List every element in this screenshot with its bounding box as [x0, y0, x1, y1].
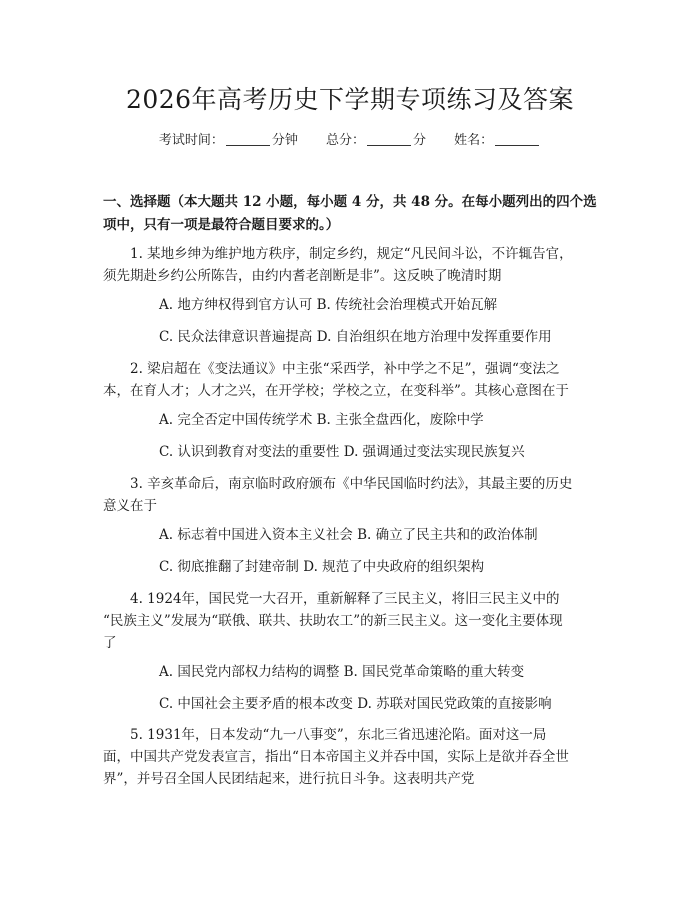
exam-time-blank [226, 145, 270, 146]
question-3-option-row: A. 标志着中国进入资本主义社会 B. 确立了民主共和的政治体制 [159, 527, 538, 543]
question-text-line: 本，在育人才；人才之兴，在开学校；学校之立，在变科举”。其核心意图在于 [103, 383, 569, 399]
exam-time-label: 考试时间： [158, 133, 224, 148]
question-text-line: 了 [103, 635, 117, 651]
question-1-stem [103, 243, 597, 287]
student-name-field [454, 132, 541, 150]
question-3-option-row: C. 彻底推翻了封建帝制 D. 规范了中央政府的组织架构 [159, 559, 485, 575]
exam-time-unit: 分钟 [271, 133, 298, 148]
question-text-line: “民族主义”发展为“联俄、联共、扶助农工”的新三民主义。这一变化主要体现 [103, 613, 563, 629]
question-text-line: 面，中国共产党发表宣言，指出“日本帝国主义并吞中国，实际上是欲并吞全世 [103, 749, 569, 765]
total-score-label: 总分： [325, 133, 365, 148]
question-text-line: 须先期赴乡约公所陈告，由约内耆老剖断是非”。这反映了晚清时期 [103, 268, 502, 284]
section-heading-line: 一、选择题（本大题共 12 小题，每小题 4 分，共 48 分。在每小题列出的四个选 [103, 194, 597, 210]
total-score-blank [367, 145, 411, 146]
page-title: 2026年高考历史下学期专项练习及答案 [125, 85, 575, 114]
student-name-label: 姓名： [454, 133, 494, 148]
section-heading [103, 191, 597, 237]
question-text-line: 意义在于 [103, 498, 157, 514]
question-4-stem [103, 588, 597, 654]
question-4-option-row: C. 中国社会主要矛盾的根本改变 D. 苏联对国民党政策的直接影响 [159, 696, 552, 712]
question-1-option-row: A. 地方绅权得到官方认可 B. 传统社会治理模式开始瓦解 [159, 297, 498, 313]
question-text-line: 5. 1931年，日本发动“九一八事变”，东北三省迅速沦陷。面对这一局 [130, 727, 547, 743]
question-1-option-row: C. 民众法律意识普遍提高 D. 自治组织在地方治理中发挥重要作用 [159, 329, 552, 345]
total-score-field [326, 132, 426, 150]
question-2-option-row: C. 认识到教育对变法的重要性 D. 强调通过变法实现民族复兴 [159, 444, 525, 460]
question-4-option-row: A. 国民党内部权力结构的调整 B. 国民党革命策略的重大转变 [159, 664, 525, 680]
question-2-option-row: A. 完全否定中国传统学术 B. 主张全盘西化，废除中学 [159, 412, 484, 428]
question-2-stem [103, 358, 597, 402]
question-5-stem [103, 724, 597, 790]
exam-time-field [159, 132, 298, 150]
question-text-line: 4. 1924年，国民党一大召开，重新解释了三民主义，将旧三民主义中的 [130, 591, 560, 607]
student-name-blank [495, 145, 539, 146]
question-3-stem [103, 473, 597, 517]
total-score-unit: 分 [413, 133, 427, 148]
question-text-line: 1. 某地乡绅为维护地方秩序，制定乡约，规定“凡民间斗讼，不许辄告官， [130, 246, 573, 262]
exam-info-bar [0, 132, 700, 150]
section-heading-line: 项中，只有一项是最符合题目要求的。） [103, 217, 340, 233]
question-text-line: 3. 辛亥革命后，南京临时政府颁布《中华民国临时约法》，其最主要的历史 [130, 476, 573, 492]
question-text-line: 界”，并号召全国人民团结起来，进行抗日斗争。这表明共产党 [103, 771, 475, 787]
question-text-line: 2. 梁启超在《变法通议》中主张“采西学，补中学之不足”，强调“变法之 [130, 361, 560, 377]
